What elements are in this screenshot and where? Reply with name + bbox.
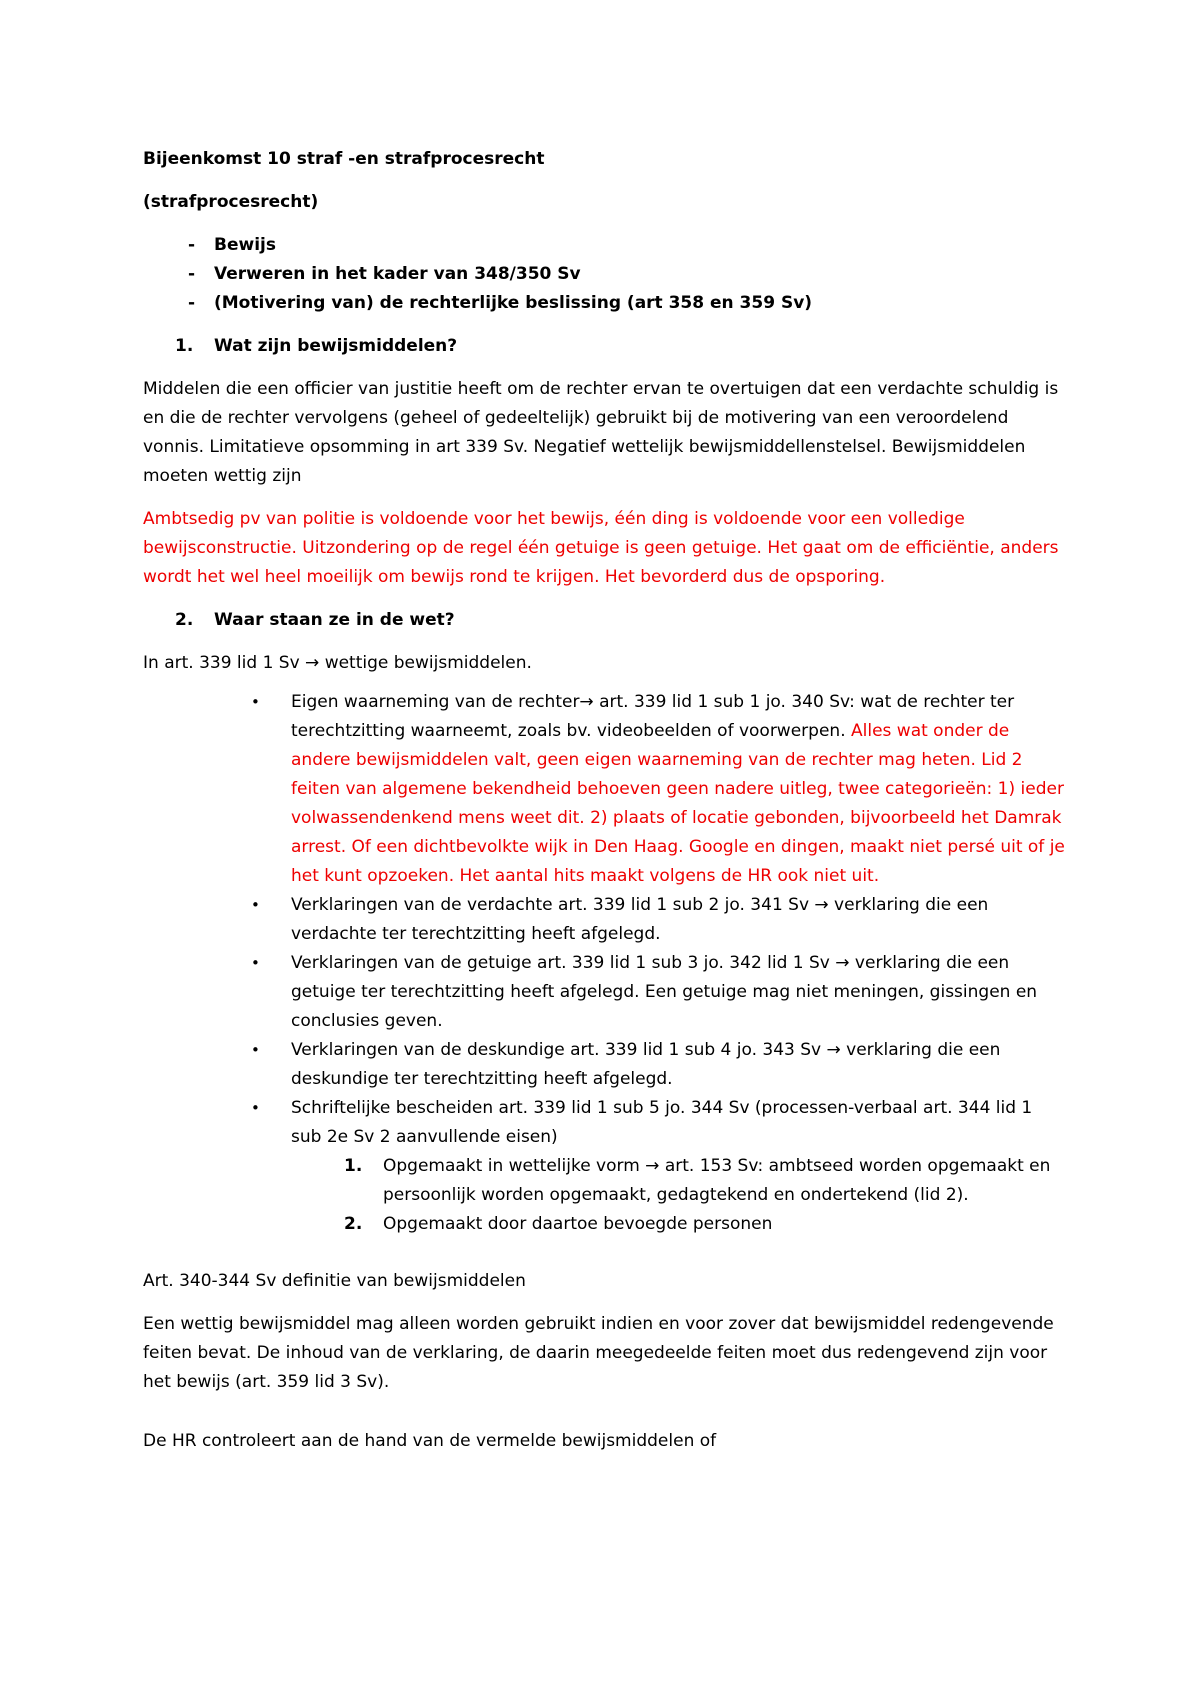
evidence-item: • Verklaringen van de verdachte art. 339 lid 1 sub 2 jo. 341 Sv → verklaring die een verdachte ter terechtzitting heeft afgelegd. [143, 891, 1068, 949]
bullet-marker: • [251, 1099, 260, 1117]
document-body [143, 145, 1068, 1470]
paragraph-legal-basis: In art. 339 lid 1 Sv → wettige bewijsmiddelen. [143, 653, 532, 673]
question-2-heading: 2. Waar staan ze in de wet? [175, 610, 455, 630]
spacer [143, 1411, 1068, 1427]
bullet-marker: • [251, 954, 260, 972]
document-subtitle: (strafprocesrecht) [143, 192, 319, 212]
paragraph-hr-control: De HR controleert aan de hand van de vermelde bewijsmiddelen of [143, 1431, 717, 1451]
bullet-marker: • [251, 896, 260, 914]
bullet-marker: • [251, 1041, 260, 1059]
dash-marker: - [188, 293, 196, 313]
topic-item: - Bewijs [143, 231, 1068, 260]
evidence-list [143, 688, 1068, 1152]
sub-item: 1. Opgemaakt in wettelijke vorm → art. 153 Sv: ambtseed worden opgemaakt en persoonlijk worden opgemaakt, gedagtekend en ondertekend (lid 2). [344, 1156, 1051, 1205]
document-title: Bijeenkomst 10 straf -en strafprocesrecht [143, 149, 545, 169]
paragraph-note-red: Ambtsedig pv van politie is voldoende voor het bewijs, één ding is voldoende voor een volledige bewijsconstructie. Uitzondering op de regel één getuige is geen getuige. Het gaat om de efficiëntie, anders wordt het wel heel moeilijk om bewijs rond te krijgen. Het bevorderd dus de opsporing. [143, 509, 1059, 587]
evidence-item: • Verklaringen van de deskundige art. 339 lid 1 sub 4 jo. 343 Sv → verklaring die een deskundige ter terechtzitting heeft afgelegd. [143, 1036, 1068, 1094]
written-documents-sublist [143, 1152, 1068, 1239]
paragraph-definitions-ref: Art. 340-344 Sv definitie van bewijsmiddelen [143, 1271, 526, 1291]
topic-item: - Verweren in het kader van 348/350 Sv [143, 260, 1068, 289]
paragraph-definition: Middelen die een officier van justitie heeft om de rechter ervan te overtuigen dat een verdachte schuldig is en die de rechter vervolgens (geheel of gedeeltelijk) gebruikt bij de motivering van een veroordelend vonnis. Limitatieve opsomming in art 339 Sv. Negatief wettelijk bewijsmiddellenstelsel. Bewijsmiddelen moeten wettig zijn [143, 379, 1059, 486]
topic-item: - (Motivering van) de rechterlijke beslissing (art 358 en 359 Sv) [143, 289, 1068, 318]
bullet-marker: • [251, 693, 260, 711]
evidence-item: • Eigen waarneming van de rechter→ art. 339 lid 1 sub 1 jo. 340 Sv: wat de rechter ter terechtzitting waarneemt, zoals bv. videobeelden of voorwerpen. Alles wat onder de andere bewijsmiddelen valt, geen eigen waarneming van de rechter mag heten. Lid 2 feiten van algemene bekendheid behoeven geen nadere uitleg, twee categorieën: 1) ieder volwassendenkend mens weet dit. 2) plaats of locatie gebonden, bijvoorbeeld het Damrak arrest. Of een dichtbevolkte wijk in Den Haag. Google en dingen, maakt niet persé uit of je het kunt opzoeken. Het aantal hits maakt volgens de HR ook niet uit. [143, 688, 1068, 891]
paragraph-reasoning: Een wettig bewijsmiddel mag alleen worden gebruikt indien en voor zover dat bewijsmiddel redengevende feiten bevat. De inhoud van de verklaring, de daarin meegedeelde feiten moet dus redengevend zijn voor het bewijs (art. 359 lid 3 Sv). [143, 1314, 1054, 1392]
dash-marker: - [188, 264, 196, 284]
evidence-item: • Verklaringen van de getuige art. 339 lid 1 sub 3 jo. 342 lid 1 Sv → verklaring die een getuige ter terechtzitting heeft afgelegd. Een getuige mag niet meningen, gissingen en conclusies geven. [143, 949, 1068, 1036]
dash-marker: - [188, 235, 196, 255]
topic-list [143, 231, 1068, 318]
evidence-item: • Schriftelijke bescheiden art. 339 lid 1 sub 5 jo. 344 Sv (processen-verbaal art. 344 lid 1 sub 2e Sv 2 aanvullende eisen) [143, 1094, 1068, 1152]
sub-item: 2. Opgemaakt door daartoe bevoegde personen [344, 1214, 773, 1234]
question-1-heading: 1. Wat zijn bewijsmiddelen? [175, 336, 458, 356]
